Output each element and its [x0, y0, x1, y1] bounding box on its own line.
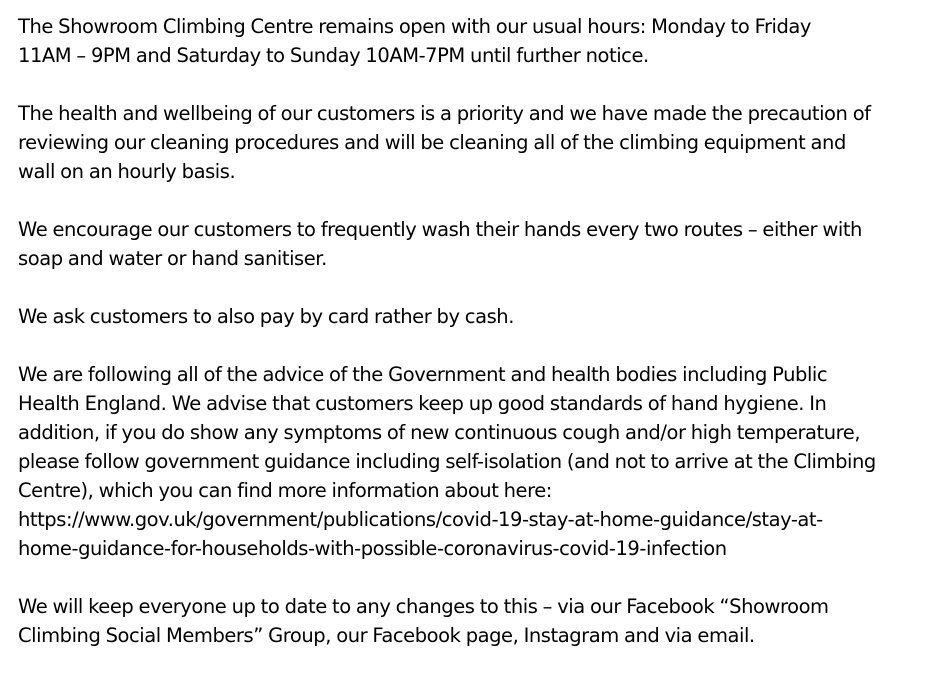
text-line: We will keep everyone up to date to any changes to this – via our Facebook “Showroom	[18, 595, 829, 618]
text-line: addition, if you do show any symptoms of new continuous cough and/or high temperature,	[18, 421, 861, 444]
guidance-url-line: https://www.gov.uk/government/publications/covid-19-stay-at-home-guidance/stay-at-	[18, 508, 823, 531]
hand-washing-paragraph	[18, 215, 928, 273]
payment-paragraph	[18, 302, 928, 331]
text-line: The health and wellbeing of our customers is a priority and we have made the precaution of	[18, 102, 871, 125]
text-line: We encourage our customers to frequently wash their hands every two routes – either with	[18, 218, 862, 241]
text-line: We ask customers to also pay by card rather by cash.	[18, 305, 514, 328]
text-line: The Showroom Climbing Centre remains open with our usual hours: Monday to Friday	[18, 15, 811, 38]
text-line: Health England. We advise that customers keep up good standards of hand hygiene. In	[18, 392, 827, 415]
text-line: wall on an hourly basis.	[18, 160, 236, 183]
health-wellbeing-paragraph	[18, 99, 928, 186]
text-line: reviewing our cleaning procedures and will be cleaning all of the climbing equipment and	[18, 131, 846, 154]
government-advice-paragraph	[18, 360, 928, 563]
text-line: Centre), which you can find more information about here:	[18, 479, 552, 502]
text-line: We are following all of the advice of the Government and health bodies including Public	[18, 363, 828, 386]
text-line: 11AM – 9PM and Saturday to Sunday 10AM-7PM until further notice.	[18, 44, 649, 67]
opening-hours-paragraph	[18, 12, 928, 70]
text-line: please follow government guidance including self-isolation (and not to arrive at the Climbing	[18, 450, 876, 473]
updates-paragraph	[18, 592, 928, 650]
notice-document	[18, 12, 928, 650]
text-line: Climbing Social Members” Group, our Facebook page, Instagram and via email.	[18, 624, 755, 647]
text-line: soap and water or hand sanitiser.	[18, 247, 327, 270]
guidance-url-line: home-guidance-for-households-with-possible-coronavirus-covid-19-infection	[18, 537, 727, 560]
